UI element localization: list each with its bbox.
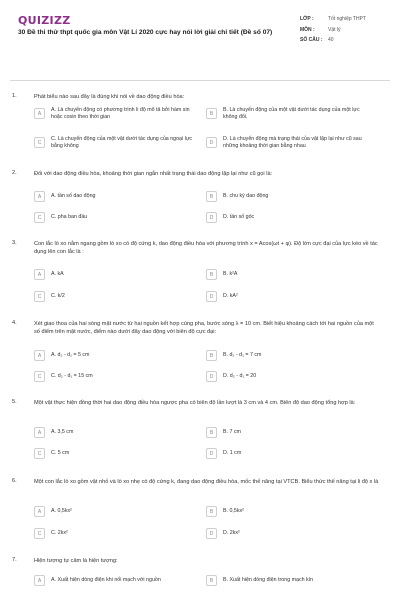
option-text: A. tần số dao động — [51, 193, 96, 199]
option-text: C. Là chuyển động của một vật dưới tác dụng của ngoại lực bằng không — [51, 136, 193, 149]
option-c[interactable] — [34, 527, 200, 544]
question-3 — [12, 240, 384, 312]
question-text: Đối với dao động điều hòa, khoảng thời gian ngắn nhất trạng thái dao động lặp lại như cũ gọi là: — [34, 171, 273, 177]
option-letter-box: C — [34, 137, 45, 148]
option-text: B. 7 cm — [223, 429, 241, 435]
option-text: B. chu kỳ dao động — [223, 193, 269, 199]
option-letter-box: B — [206, 191, 217, 202]
question-text: Một vật thực hiện đồng thời hai dao động điều hòa ngược pha có biên độ lần lượt là 3 cm và 4 cm. Biên độ dao động tổng hợp là: — [34, 400, 356, 406]
option-a[interactable] — [34, 268, 200, 285]
option-b[interactable] — [206, 190, 372, 207]
question-text: Một con lắc lò xo gồm vật nhỏ và lò xo nhẹ có độ cứng k, đang dao động điều hòa, mốc thế năng tại VTCB. Biểu thức thế năng tại li độ x là — [34, 479, 379, 485]
question-text: Phát biểu nào sau đây là đúng khi nói về dao động điều hòa: — [34, 94, 185, 100]
option-letter-box: D — [206, 212, 217, 223]
option-text: A. 0,5kx² — [51, 508, 72, 514]
option-d[interactable] — [206, 290, 372, 307]
option-d[interactable] — [206, 527, 372, 544]
meta-label: LỚP : — [300, 16, 314, 22]
option-text: C. pha ban đầu — [51, 214, 88, 220]
meta-panel — [300, 16, 390, 48]
option-text: A. Xuất hiện dòng điện khi nối mạch với nguồn — [51, 577, 161, 583]
option-text: D. 1 cm — [223, 450, 242, 456]
option-c[interactable] — [34, 447, 200, 464]
question-text: Con lắc lò xo nằm ngang gồm lò xo có độ cứng k, dao động điều hòa với phương trình x = Acos(ωt + φ). Độ lớn cực đại của lực kéo về tác dụng lên con lắc là : — [34, 241, 378, 255]
option-text: D. tần số góc — [223, 214, 255, 220]
question-number: 1. — [12, 93, 17, 99]
quizizz-logo: QUIZIZZ — [18, 14, 71, 27]
page-header — [18, 14, 384, 70]
meta-value: Vật lý — [328, 26, 341, 33]
option-letter-box: D — [206, 291, 217, 302]
question-6 — [12, 478, 384, 546]
option-c[interactable] — [34, 290, 200, 307]
option-d[interactable] — [206, 136, 372, 153]
option-text: B. k²A — [223, 271, 238, 277]
option-text: D. kA² — [223, 293, 238, 299]
option-a[interactable] — [34, 574, 200, 591]
option-letter-box: A — [34, 575, 45, 586]
question-number: 6. — [12, 478, 17, 484]
option-letter-box: C — [34, 528, 45, 539]
option-c[interactable] — [34, 136, 200, 153]
option-text: C. d₂ - d₁ = 15 cm — [51, 373, 93, 379]
option-text: C. k/2 — [51, 293, 65, 299]
option-letter-box: A — [34, 350, 45, 361]
option-letter-box: A — [34, 427, 45, 438]
option-letter-box: A — [34, 506, 45, 517]
option-a[interactable] — [34, 107, 200, 124]
option-letter-box: A — [34, 269, 45, 280]
option-c[interactable] — [34, 211, 200, 228]
option-text: D. d₂ - d₁ = 20 — [223, 373, 257, 379]
option-letter-box: C — [34, 448, 45, 459]
option-text: B. 0,5kx² — [223, 508, 244, 514]
question-number: 5. — [12, 399, 17, 405]
option-c[interactable] — [34, 370, 200, 387]
option-b[interactable] — [206, 268, 372, 285]
option-b[interactable] — [206, 505, 372, 522]
option-letter-box: D — [206, 371, 217, 382]
option-letter-box: C — [34, 212, 45, 223]
option-a[interactable] — [34, 190, 200, 207]
question-number: 4. — [12, 320, 17, 326]
option-text: D. 2kx² — [223, 530, 240, 536]
option-d[interactable] — [206, 447, 372, 464]
option-d[interactable] — [206, 211, 372, 228]
meta-row-subject — [300, 27, 390, 34]
option-text: A. Là chuyển động có phương trình li độ mô tả bởi hàm sin hoặc cosin theo thời gian — [51, 107, 190, 120]
option-letter-box: C — [34, 371, 45, 382]
option-text: D. Là chuyển động mà trạng thái của vật lặp lại như cũ sau những khoảng thời gian bằng nhau — [223, 136, 362, 149]
option-b[interactable] — [206, 349, 372, 366]
option-letter-box: C — [34, 291, 45, 302]
option-text: B. Xuất hiện dòng điện trong mạch kín — [223, 577, 314, 583]
meta-value: Tốt nghiệp THPT — [328, 16, 366, 22]
meta-label: SỐ CÂU : — [300, 37, 323, 43]
option-letter-box: A — [34, 191, 45, 202]
meta-row-class — [300, 16, 390, 23]
option-letter-box: A — [34, 108, 45, 119]
question-number: 7. — [12, 557, 17, 563]
question-number: 3. — [12, 240, 17, 246]
question-text: Xét giao thoa của hai sóng mặt nước từ hai nguồn kết hợp cùng pha, bước sóng λ = 10 cm. Biết hiệu khoảng cách tới hai nguồn của một số điểm trên mặt nước, điểm nào dưới đây dao động với biên độ cực đại: — [34, 321, 374, 335]
meta-row-count — [300, 37, 390, 44]
option-letter-box: B — [206, 108, 217, 119]
question-5 — [12, 399, 384, 465]
option-text: A. d₂ - d₁ = 5 cm — [51, 352, 90, 358]
option-letter-box: B — [206, 427, 217, 438]
option-b[interactable] — [206, 107, 372, 124]
question-2 — [12, 170, 384, 230]
meta-value: 40 — [328, 37, 334, 43]
option-text: B. Là chuyển động của một vật dưới tác dụng của một lực không đổi. — [223, 107, 360, 120]
meta-label: MÔN : — [300, 26, 315, 33]
option-text: A. kA — [51, 271, 64, 277]
option-a[interactable] — [34, 426, 200, 443]
option-d[interactable] — [206, 370, 372, 387]
option-b[interactable] — [206, 574, 372, 591]
option-letter-box: B — [206, 350, 217, 361]
option-a[interactable] — [34, 349, 200, 366]
option-text: A. 3,5 cm — [51, 429, 74, 435]
question-7 — [12, 557, 384, 597]
option-letter-box: B — [206, 575, 217, 586]
question-1 — [12, 93, 384, 163]
option-letter-box: B — [206, 269, 217, 280]
option-text: B. d₂ - d₁ = 7 cm — [223, 352, 262, 358]
option-text: C. 5 cm — [51, 450, 70, 456]
option-text: C. 2kx² — [51, 530, 68, 536]
question-text: Hiện tượng tự cảm là hiện tượng: — [34, 558, 118, 564]
option-a[interactable] — [34, 505, 200, 522]
question-4 — [12, 320, 384, 390]
option-letter-box: B — [206, 506, 217, 517]
header-divider — [10, 80, 390, 81]
option-b[interactable] — [206, 426, 372, 443]
question-number: 2. — [12, 170, 17, 176]
option-letter-box: D — [206, 448, 217, 459]
option-letter-box: D — [206, 137, 217, 148]
option-letter-box: D — [206, 528, 217, 539]
document-title: 30 Đề thi thử thpt quốc gia môn Vật Lí 2020 cực hay nói lời giải chi tiết (Đề số 07) — [18, 29, 273, 36]
